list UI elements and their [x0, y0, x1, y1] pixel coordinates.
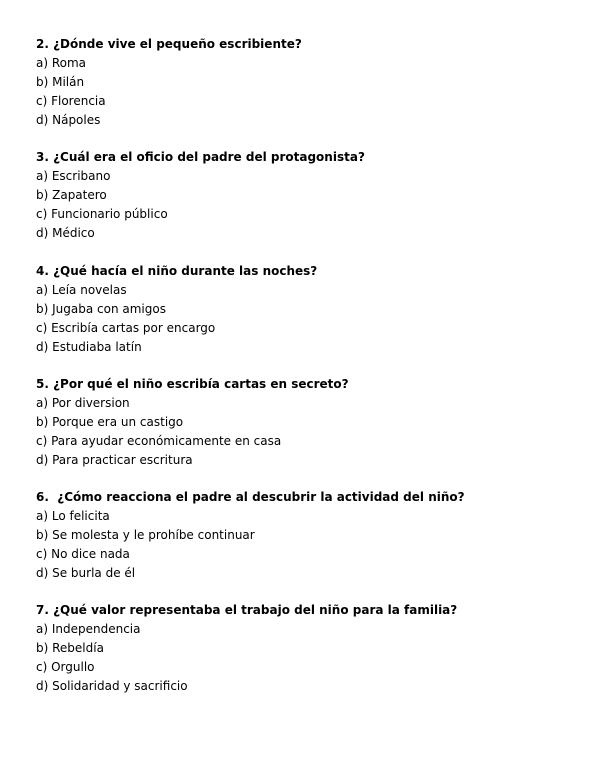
question-7 — [36, 601, 576, 696]
question-title: 3. ¿Cuál era el oficio del padre del protagonista? — [36, 150, 365, 164]
option-c: c) Orgullo — [36, 660, 95, 674]
question-3 — [36, 148, 576, 243]
option-list — [36, 167, 576, 243]
option-list — [36, 620, 576, 696]
option-c: c) Escribía cartas por encargo — [36, 321, 216, 335]
option-list — [36, 281, 576, 357]
option-a: a) Escribano — [36, 169, 111, 183]
option-a: a) Por diversion — [36, 396, 130, 410]
option-b: b) Se molesta y le prohíbe continuar — [36, 528, 255, 542]
option-a: a) Lo felicita — [36, 509, 110, 523]
option-a: a) Roma — [36, 56, 87, 70]
question-6 — [36, 488, 576, 583]
option-b: b) Milán — [36, 75, 85, 89]
option-b: b) Jugaba con amigos — [36, 302, 166, 316]
option-a: a) Leía novelas — [36, 283, 127, 297]
question-title: 5. ¿Por qué el niño escribía cartas en secreto? — [36, 377, 349, 391]
option-c: c) No dice nada — [36, 547, 130, 561]
option-b: b) Zapatero — [36, 188, 107, 202]
option-d: d) Nápoles — [36, 113, 101, 127]
option-b: b) Rebeldía — [36, 641, 104, 655]
question-title: 6. ¿Cómo reacciona el padre al descubrir la actividad del niño? — [36, 490, 465, 504]
option-d: d) Se burla de él — [36, 566, 136, 580]
option-b: b) Porque era un castigo — [36, 415, 184, 429]
question-title: 7. ¿Qué valor representaba el trabajo del niño para la familia? — [36, 603, 458, 617]
option-list — [36, 54, 576, 130]
option-d: d) Estudiaba latín — [36, 340, 142, 354]
option-list — [36, 394, 576, 470]
question-4 — [36, 262, 576, 357]
option-list — [36, 507, 576, 583]
question-title: 4. ¿Qué hacía el niño durante las noches? — [36, 264, 318, 278]
option-d: d) Para practicar escritura — [36, 453, 193, 467]
question-5 — [36, 375, 576, 470]
option-c: c) Florencia — [36, 94, 106, 108]
question-title: 2. ¿Dónde vive el pequeño escribiente? — [36, 37, 302, 51]
option-a: a) Independencia — [36, 622, 141, 636]
question-2 — [36, 35, 576, 130]
option-d: d) Solidaridad y sacrificio — [36, 679, 188, 693]
option-c: c) Para ayudar económicamente en casa — [36, 434, 282, 448]
option-c: c) Funcionario público — [36, 207, 168, 221]
option-d: d) Médico — [36, 226, 95, 240]
